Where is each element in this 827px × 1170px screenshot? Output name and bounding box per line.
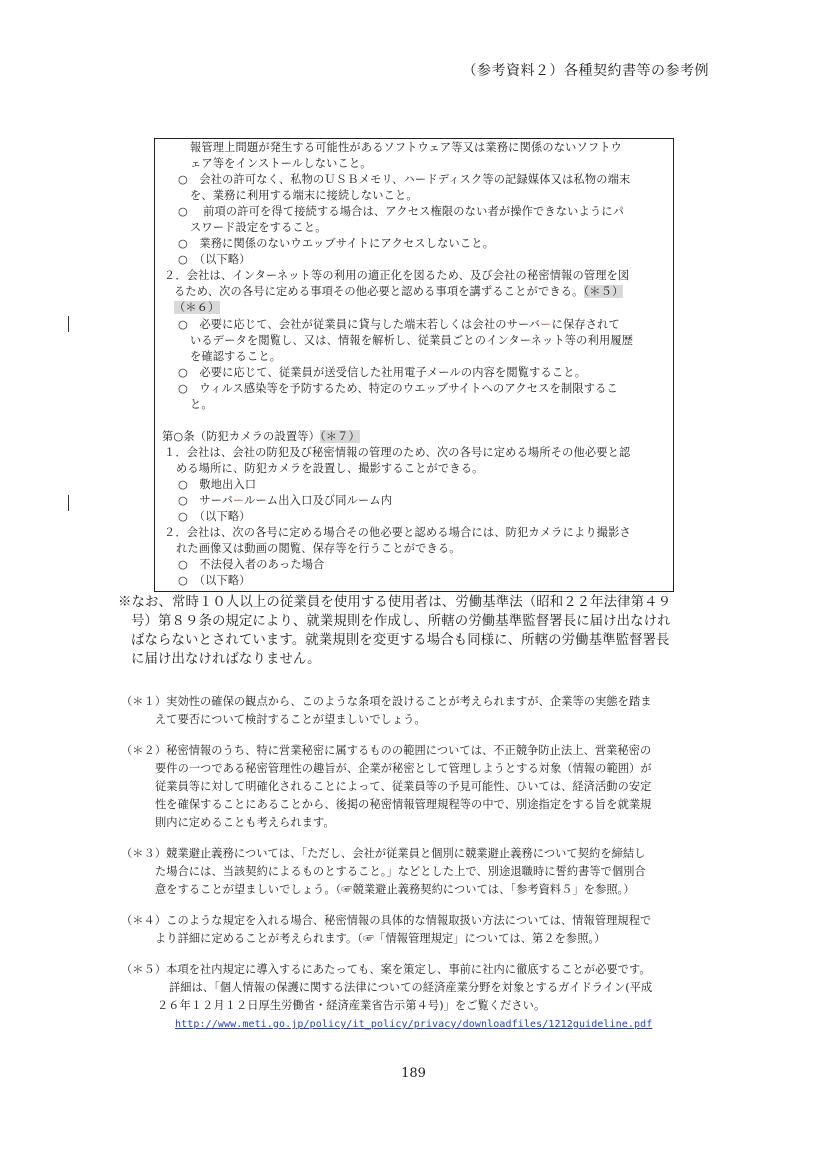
footnote-5: （＊５）本項を社内規定に導入するにあたっても、案を策定し、事前に社内に徹底することが必要です。 <box>121 963 651 976</box>
box-line: ○ （以下略） <box>178 253 251 266</box>
note-line: 号）第８９条の規定により、就業規則を作成し、所轄の労働基準監督署長に届け出なけれ <box>131 614 671 629</box>
article-title: 第○条（防犯カメラの設置等） <box>162 430 320 443</box>
revision-mark <box>68 495 69 511</box>
footnote-ref-7: （＊７） <box>320 430 360 443</box>
footnote-5-cont: 詳細は、「個人情報の保護に関する法律についての経済産業分野を対象とするガイドライン(平成 <box>169 981 653 994</box>
article-heading <box>162 430 360 444</box>
footnote-2-cont: 従業員等に対して明確化されることによって、従業員等の予見可能性、ひいては、経済活動の安定 <box>155 780 652 793</box>
footnote-2: （＊２）秘密情報のうち、特に営業秘密に属するものの範囲については、不正競争防止法上、営業秘密の <box>121 744 652 757</box>
box-line-text: ○ 必要に応じて、会社が従業員に貸与した端末若しくは会社のサーバ <box>178 318 541 331</box>
box-line-text: るため、次の各号に定める事項その他必要と認める事項を講ずることができる。 <box>174 285 584 298</box>
footnote-1: （＊１）実効性の確保の観点から、このような条項を設けることが考えられますが、企業等の実態を踏ま <box>121 695 652 708</box>
footnote-5-link-row <box>175 1015 652 1034</box>
footnote-2-cont: 則内に定めることも考えられます。 <box>155 816 335 829</box>
footnote-2-cont: 要件の一つである秘密管理性の趣旨が、企業が秘密として管理しようとする対象（情報の範囲）が <box>155 762 652 775</box>
box-line: スワード設定をすること。 <box>190 221 327 234</box>
note-line: ばならないとされています。就業規則を変更する場合も同様に、所轄の労働基準監督署長 <box>131 633 670 648</box>
box-line: ２．会社は、インターネット等の利用の適正化を図るため、及び会社の秘密情報の管理を図 <box>164 269 630 282</box>
box-line: ○ 必要に応じて、従業員が送受信した社用電子メールの内容を閲覧すること。 <box>178 366 587 379</box>
note-line: に届け出なければなりません。 <box>131 652 321 667</box>
footnote-1-cont: えて要否について検討することが望ましいでしょう。 <box>155 713 426 726</box>
box-line: １．会社は、会社の防犯及び秘密情報の管理のため、次の各号に定める場所その他必要と認 <box>164 446 631 459</box>
footnote-4: （＊４）このような規定を入れる場合、秘密情報の具体的な情報取扱い方法については、情報管理規程で <box>121 914 652 927</box>
rules-excerpt-box <box>154 138 674 592</box>
box-line: と。 <box>190 398 213 411</box>
box-line: いるデータを閲覧し、又は、情報を解析し、従業員ごとのインターネット等の利用履歴 <box>190 334 634 347</box>
guideline-link[interactable]: http://www.meti.go.jp/policy/it_policy/privacy/downloadfiles/1212guideline.pdf <box>175 1019 653 1030</box>
footnote-ref-5: （＊５） <box>583 285 624 298</box>
box-line-text: ルーム出入口及び同ルーム内 <box>244 494 393 507</box>
box-line: を確認すること。 <box>190 350 282 363</box>
box-line: ○ ウィルス感染等を予防するため、特定のウエッブサイトへのアクセスを制限するこ <box>178 382 618 395</box>
box-line: める場所に、防犯カメラを設置し、撮影することができる。 <box>176 462 484 475</box>
page-number: 189 <box>401 1066 426 1081</box>
box-line <box>178 318 620 332</box>
revised-char: ー <box>540 318 552 331</box>
box-line: 報管理上問題が発生する可能性があるソフトウェア等又は業務に関係のないソフトウ <box>190 141 623 154</box>
note-line: ※なお、常時１０人以上の従業員を使用する使用者は、労働基準法（昭和２２年法律第４９ <box>118 595 672 610</box>
box-line <box>174 285 623 299</box>
footnote-3-cont: 意をすることが望ましいでしょう。（☞競業避止義務契約については、「参考資料５」を参照。） <box>155 883 635 896</box>
box-line: ○ 前項の許可を得て接続する場合は、アクセス権限のない者が操作できないようにパ <box>178 205 625 218</box>
page-header: （参考資料２）各種契約書等の参考例 <box>462 63 709 79</box>
box-line <box>178 494 392 508</box>
box-line: ○ 業務に関係のないウエッブサイトにアクセスしないこと。 <box>178 237 495 250</box>
box-line: ○ 敷地出入口 <box>178 478 257 491</box>
box-line: ○ （以下略） <box>178 510 251 523</box>
box-line <box>174 301 220 315</box>
footnote-3: （＊３）競業避止義務については、「ただし、会社が従業員と個別に競業避止義務について契約を締結し <box>121 847 646 860</box>
footnote-3-cont: た場合には、当該契約によるものとすること。」などとした上で、別途退職時に誓約書等で個別合 <box>155 865 646 878</box>
box-line-text: ○ サーバ <box>178 494 233 507</box>
box-line-text: に保存されて <box>551 318 620 331</box>
box-line: ェア等をインストールしないこと。 <box>190 157 372 170</box>
footnote-2-cont: 性を確保することにあることから、後掲の秘密情報管理規程等の中で、別途指定をする旨を就業規 <box>155 798 652 811</box>
box-line: れた画像又は動画の閲覧、保存等を行うことができる。 <box>176 542 461 555</box>
box-line: を、業務に利用する端末に接続しないこと。 <box>190 189 418 202</box>
box-line: ○ 不法侵入者のあった場合 <box>178 558 325 571</box>
footnote-4-cont: より詳細に定めることが考えられます。（☞「情報管理規定」については、第２を参照。） <box>155 932 606 945</box>
footnote-5-cont: ２６年１２月１２日厚生労働省・経済産業省告示第４号)」をご覧ください。 <box>157 999 546 1012</box>
box-line: ○ 会社の許可なく、私物のＵＳＢメモリ、ハードディスク等の記録媒体又は私物の端末 <box>178 173 631 186</box>
box-line: ○ （以下略） <box>178 574 251 587</box>
footnote-ref-6: （＊６） <box>174 301 220 314</box>
box-line: ２．会社は、次の各号に定める場合その他必要と認める場合には、防犯カメラにより撮影さ <box>164 526 631 539</box>
revised-char: ー <box>232 494 245 507</box>
revision-mark <box>68 316 69 332</box>
